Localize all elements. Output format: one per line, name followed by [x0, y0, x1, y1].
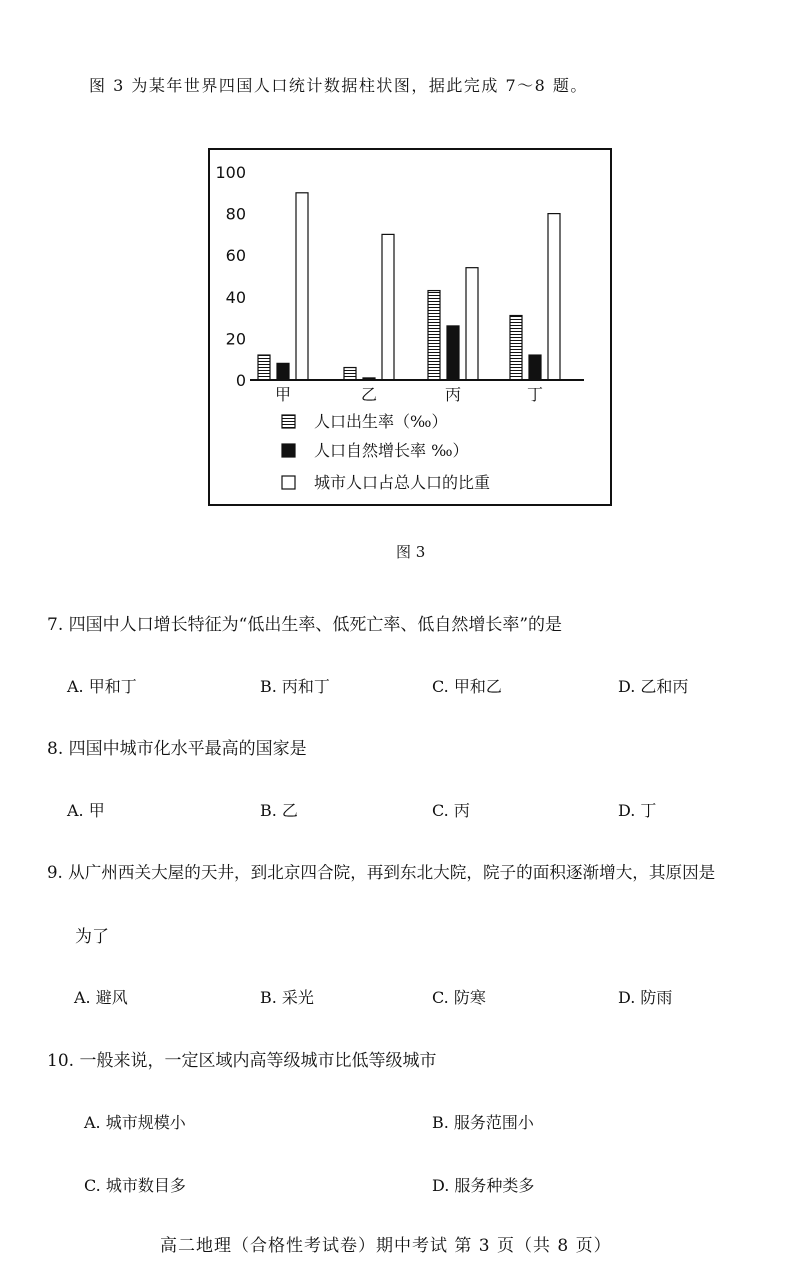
q10-option-c[interactable]: C. 城市数目多	[84, 1176, 186, 1195]
q8-option-c[interactable]: C. 丙	[432, 801, 470, 820]
legend-label-1: 人口自然增长率 ‰）	[314, 441, 469, 460]
page-footer: 高二地理（合格性考试卷）期中考试 第 3 页（共 8 页）	[160, 1236, 612, 1256]
y-tick-label: 20	[225, 329, 246, 349]
question-8-stem: 8. 四国中城市化水平最高的国家是	[47, 739, 307, 759]
bar-1-0	[344, 368, 356, 380]
question-9-stem-continued: 为了	[75, 927, 109, 947]
q8-option-b[interactable]: B. 乙	[260, 801, 298, 820]
q10-option-b[interactable]: B. 服务范围小	[432, 1113, 534, 1132]
bar-2-1	[447, 326, 459, 380]
q9-option-c[interactable]: C. 防寒	[432, 988, 486, 1007]
q9-option-b[interactable]: B. 采光	[260, 988, 314, 1007]
q8-option-a[interactable]: A. 甲	[67, 801, 105, 820]
q7-option-b[interactable]: B. 丙和丁	[260, 677, 330, 696]
y-tick-label: 40	[225, 287, 246, 307]
y-tick-label: 60	[225, 246, 246, 266]
question-9-stem: 9. 从广州西关大屋的天井，到北京四合院，再到东北大院，院子的面积逐渐增大，其原因是	[47, 863, 716, 882]
legend-swatch-2	[282, 476, 295, 489]
q7-option-a[interactable]: A. 甲和丁	[67, 677, 137, 696]
chart-svg	[210, 150, 610, 504]
q9-option-d[interactable]: D. 防雨	[618, 988, 673, 1007]
bar-1-2	[382, 234, 394, 380]
legend-swatch-1	[282, 444, 295, 457]
x-category-label: 丁	[526, 385, 544, 404]
y-tick-label: 0	[235, 371, 246, 390]
x-category-label: 甲	[274, 385, 292, 404]
legend-label-0: 人口出生率（‰）	[314, 412, 448, 431]
q8-option-d[interactable]: D. 丁	[618, 801, 657, 820]
figure-caption: 图 3	[396, 543, 426, 561]
intro-text: 图 3 为某年世界四国人口统计数据柱状图，据此完成 7～8 题。	[89, 76, 588, 95]
bar-2-0	[428, 291, 440, 380]
q7-option-c[interactable]: C. 甲和乙	[432, 677, 502, 696]
bar-3-1	[529, 355, 541, 380]
q10-option-d[interactable]: D. 服务种类多	[432, 1176, 535, 1195]
y-tick-label: 80	[225, 204, 246, 224]
question-7-stem: 7. 四国中人口增长特征为“低出生率、低死亡率、低自然增长率”的是	[47, 615, 563, 635]
legend-label-2: 城市人口占总人口的比重	[314, 473, 491, 492]
legend-swatch-0	[282, 415, 295, 428]
bar-0-2	[296, 193, 308, 380]
x-category-label: 乙	[360, 385, 378, 404]
bar-0-0	[258, 355, 270, 380]
population-bar-chart	[208, 148, 612, 506]
bar-3-0	[510, 316, 522, 380]
bar-0-1	[277, 363, 289, 380]
y-tick-label: 100	[215, 163, 246, 182]
x-category-label: 丙	[444, 385, 462, 404]
bar-2-2	[466, 268, 478, 380]
q7-option-d[interactable]: D. 乙和丙	[618, 677, 689, 696]
question-10-stem: 10. 一般来说，一定区域内高等级城市比低等级城市	[47, 1051, 437, 1071]
q10-option-a[interactable]: A. 城市规模小	[84, 1113, 186, 1132]
q9-option-a[interactable]: A. 避风	[74, 988, 128, 1007]
bar-3-2	[548, 214, 560, 380]
